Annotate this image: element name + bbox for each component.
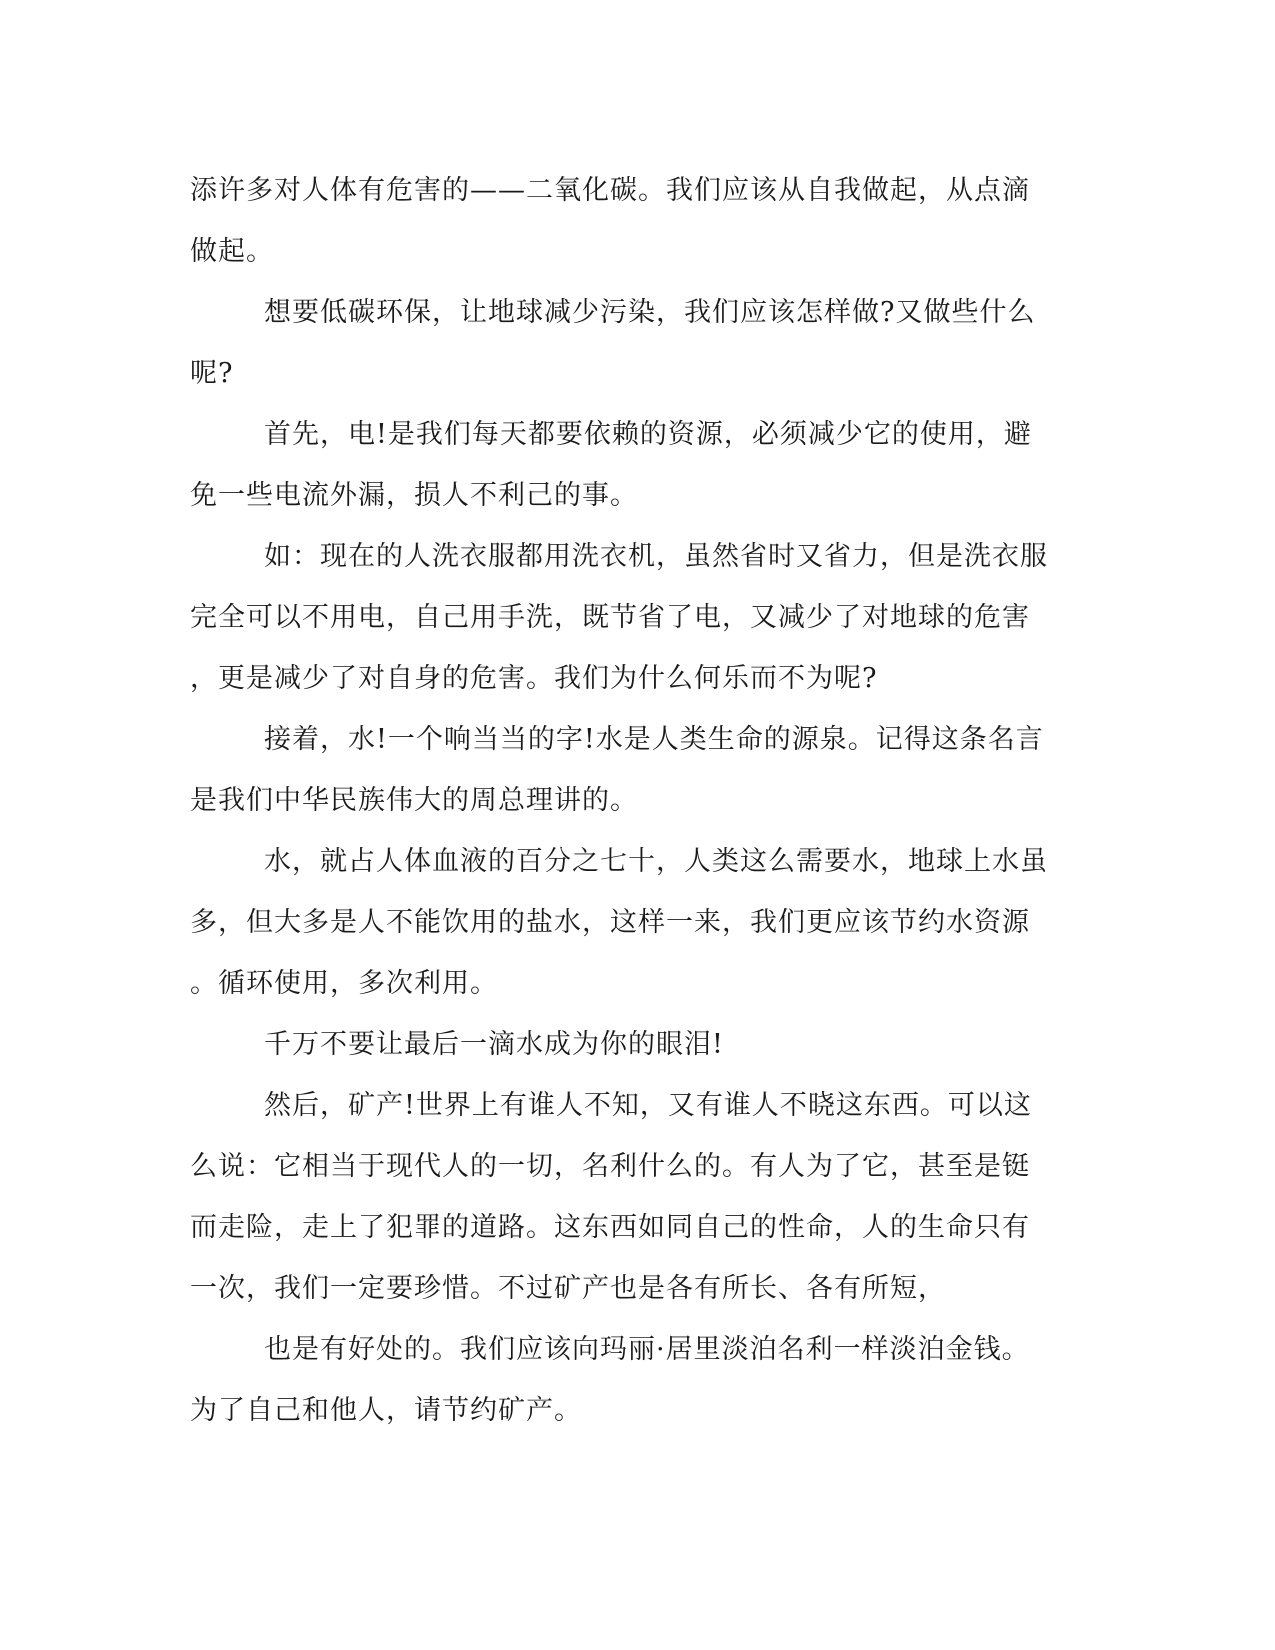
text-line: 完全可以不用电，自己用手洗，既节省了电，又减少了对地球的危害 [190,602,1030,633]
text-line: 呢? [190,358,234,389]
text-line: 而走险，走上了犯罪的道路。这东西如同自己的性命，人的生命只有 [190,1212,1030,1243]
body-text [190,160,1070,1441]
text-line: 为了自己和他人，请节约矿产。 [190,1395,582,1426]
text-line: 也是有好处的。我们应该向玛丽·居里淡泊名利一样淡泊金钱。 [264,1334,1030,1365]
text-line: 添许多对人体有危害的——二氧化碳。我们应该从自我做起，从点滴 [190,175,1030,206]
text-line: 么说：它相当于现代人的一切，名利什么的。有人为了它，甚至是铤 [190,1151,1030,1182]
text-line: 是我们中华民族伟大的周总理讲的。 [190,785,638,816]
text-line: 免一些电流外漏，损人不利己的事。 [190,480,638,511]
text-line: 多，但大多是人不能饮用的盐水，这样一来，我们更应该节约水资源 [190,907,1030,938]
text-line: 千万不要让最后一滴水成为你的眼泪! [264,1029,724,1060]
text-line: 做起。 [190,236,274,267]
text-line: 接着，水!一个响当当的字!水是人类生命的源泉。记得这条名言 [264,724,1044,755]
text-line: 首先，电!是我们每天都要依赖的资源，必须减少它的使用，避 [264,419,1032,450]
text-line: 然后，矿产!世界上有谁人不知，又有谁人不晓这东西。可以这 [264,1090,1032,1121]
text-line: 想要低碳环保，让地球减少污染，我们应该怎样做?又做些什么 [264,297,1036,328]
text-line: 如：现在的人洗衣服都用洗衣机，虽然省时又省力，但是洗衣服 [264,541,1048,572]
text-line: 一次，我们一定要珍惜。不过矿产也是各有所长、各有所短， [190,1273,946,1304]
text-line: 水，就占人体血液的百分之七十，人类这么需要水，地球上水虽 [264,846,1048,877]
text-line: ，更是减少了对自身的危害。我们为什么何乐而不为呢? [190,663,878,694]
text-line: 。循环使用，多次利用。 [190,968,498,999]
